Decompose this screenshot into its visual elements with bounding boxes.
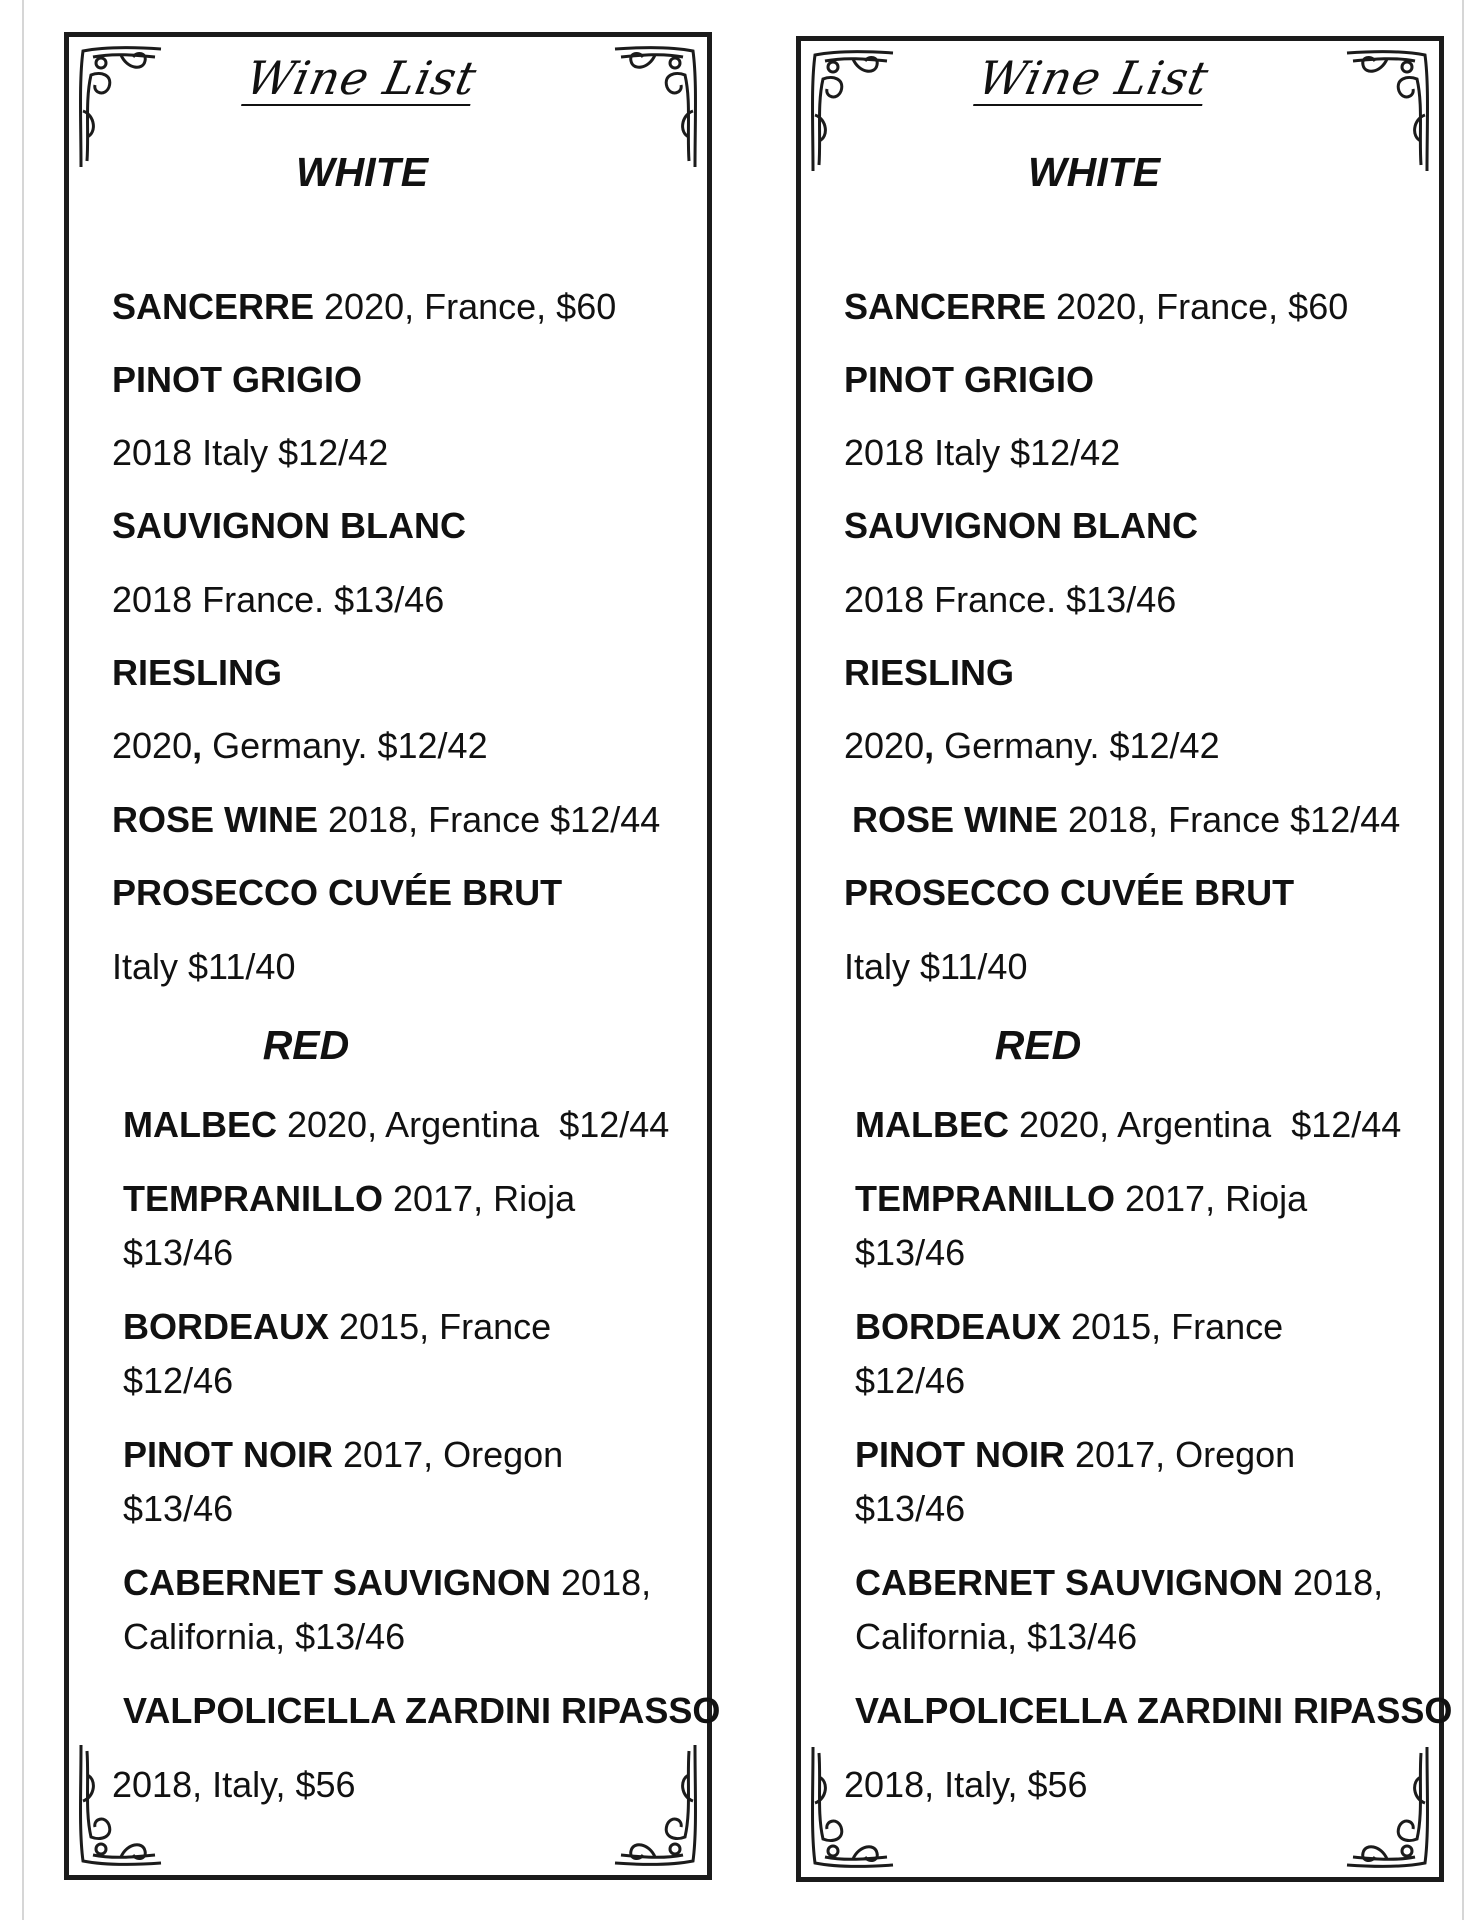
wine-item-bordeaux: BORDEAUX 2015, France: [855, 1306, 1284, 1347]
wine-item-pinot-noir: PINOT NOIR 2017, Oregon: [855, 1434, 1296, 1475]
wine-item-riesling: RIESLING: [844, 652, 1015, 693]
section-heading-white: WHITE: [1027, 149, 1161, 195]
wine-item-riesling-details: 2020, Germany. $12/42: [844, 725, 1220, 766]
card-title: Wine List: [241, 51, 483, 105]
wine-item-valpolicella-details: 2018, Italy, $56: [112, 1764, 356, 1805]
wine-item-sancerre: SANCERRE 2020, France, $60: [112, 286, 617, 327]
wine-item-valpolicella: VALPOLICELLA ZARDINI RIPASSO: [123, 1690, 721, 1731]
wine-item-riesling: RIESLING: [112, 652, 283, 693]
section-heading-red: RED: [994, 1022, 1082, 1068]
wine-item-bordeaux: BORDEAUX 2015, France: [123, 1306, 552, 1347]
wine-item-prosecco-details: Italy $11/40: [112, 946, 296, 987]
wine-item-pinot-grigio: PINOT GRIGIO: [844, 359, 1095, 400]
page-edge-right: [1462, 0, 1464, 1920]
section-heading-red: RED: [262, 1022, 350, 1068]
wine-item-sauvignon-blanc: SAUVIGNON BLANC: [112, 505, 467, 546]
wine-list-card-right: [796, 36, 1453, 1882]
wine-item-sauvignon-blanc-details: 2018 France. $13/46: [112, 579, 445, 620]
wine-item-pinot-grigio: PINOT GRIGIO: [112, 359, 363, 400]
wine-item-tempranillo-price: $13/46: [123, 1232, 234, 1273]
wine-item-prosecco: PROSECCO CUVÉE BRUT: [112, 872, 563, 913]
wine-item-valpolicella: VALPOLICELLA ZARDINI RIPASSO: [855, 1690, 1453, 1731]
wine-item-pinot-grigio-details: 2018 Italy $12/42: [112, 432, 389, 473]
wine-item-tempranillo: TEMPRANILLO 2017, Rioja: [123, 1178, 576, 1219]
card-title: Wine List: [973, 51, 1215, 105]
wine-item-pinot-noir-price: $13/46: [123, 1488, 234, 1529]
wine-item-sauvignon-blanc: SAUVIGNON BLANC: [844, 505, 1199, 546]
page-edge-left: [22, 0, 24, 1920]
wine-item-riesling-details: 2020, Germany. $12/42: [112, 725, 488, 766]
wine-item-pinot-grigio-details: 2018 Italy $12/42: [844, 432, 1121, 473]
ornamental-corner-icon: [1343, 1743, 1435, 1873]
wine-item-pinot-noir-price: $13/46: [855, 1488, 966, 1529]
section-heading-white: WHITE: [295, 149, 429, 195]
wine-item-cabernet: CABERNET SAUVIGNON 2018,: [855, 1562, 1384, 1603]
wine-item-sancerre: SANCERRE 2020, France, $60: [844, 286, 1349, 327]
wine-item-pinot-noir: PINOT NOIR 2017, Oregon: [123, 1434, 564, 1475]
wine-item-bordeaux-price: $12/46: [855, 1360, 966, 1401]
wine-item-tempranillo: TEMPRANILLO 2017, Rioja: [855, 1178, 1308, 1219]
ornamental-corner-icon: [611, 1741, 703, 1871]
wine-item-prosecco-details: Italy $11/40: [844, 946, 1028, 987]
wine-item-tempranillo-price: $13/46: [855, 1232, 966, 1273]
wine-item-prosecco: PROSECCO CUVÉE BRUT: [844, 872, 1295, 913]
wine-item-rose: ROSE WINE 2018, France $12/44: [112, 799, 661, 840]
wine-item-bordeaux-price: $12/46: [123, 1360, 234, 1401]
wine-item-cabernet-region: California, $13/46: [855, 1616, 1138, 1657]
wine-item-valpolicella-details: 2018, Italy, $56: [844, 1764, 1088, 1805]
wine-item-cabernet-region: California, $13/46: [123, 1616, 406, 1657]
wine-item-sauvignon-blanc-details: 2018 France. $13/46: [844, 579, 1177, 620]
wine-item-rose: ROSE WINE 2018, France $12/44: [852, 799, 1401, 840]
wine-list-card-left: [64, 32, 721, 1880]
wine-item-cabernet: CABERNET SAUVIGNON 2018,: [123, 1562, 652, 1603]
wine-item-malbec: MALBEC 2020, Argentina $12/44: [855, 1104, 1402, 1145]
wine-item-malbec: MALBEC 2020, Argentina $12/44: [123, 1104, 670, 1145]
